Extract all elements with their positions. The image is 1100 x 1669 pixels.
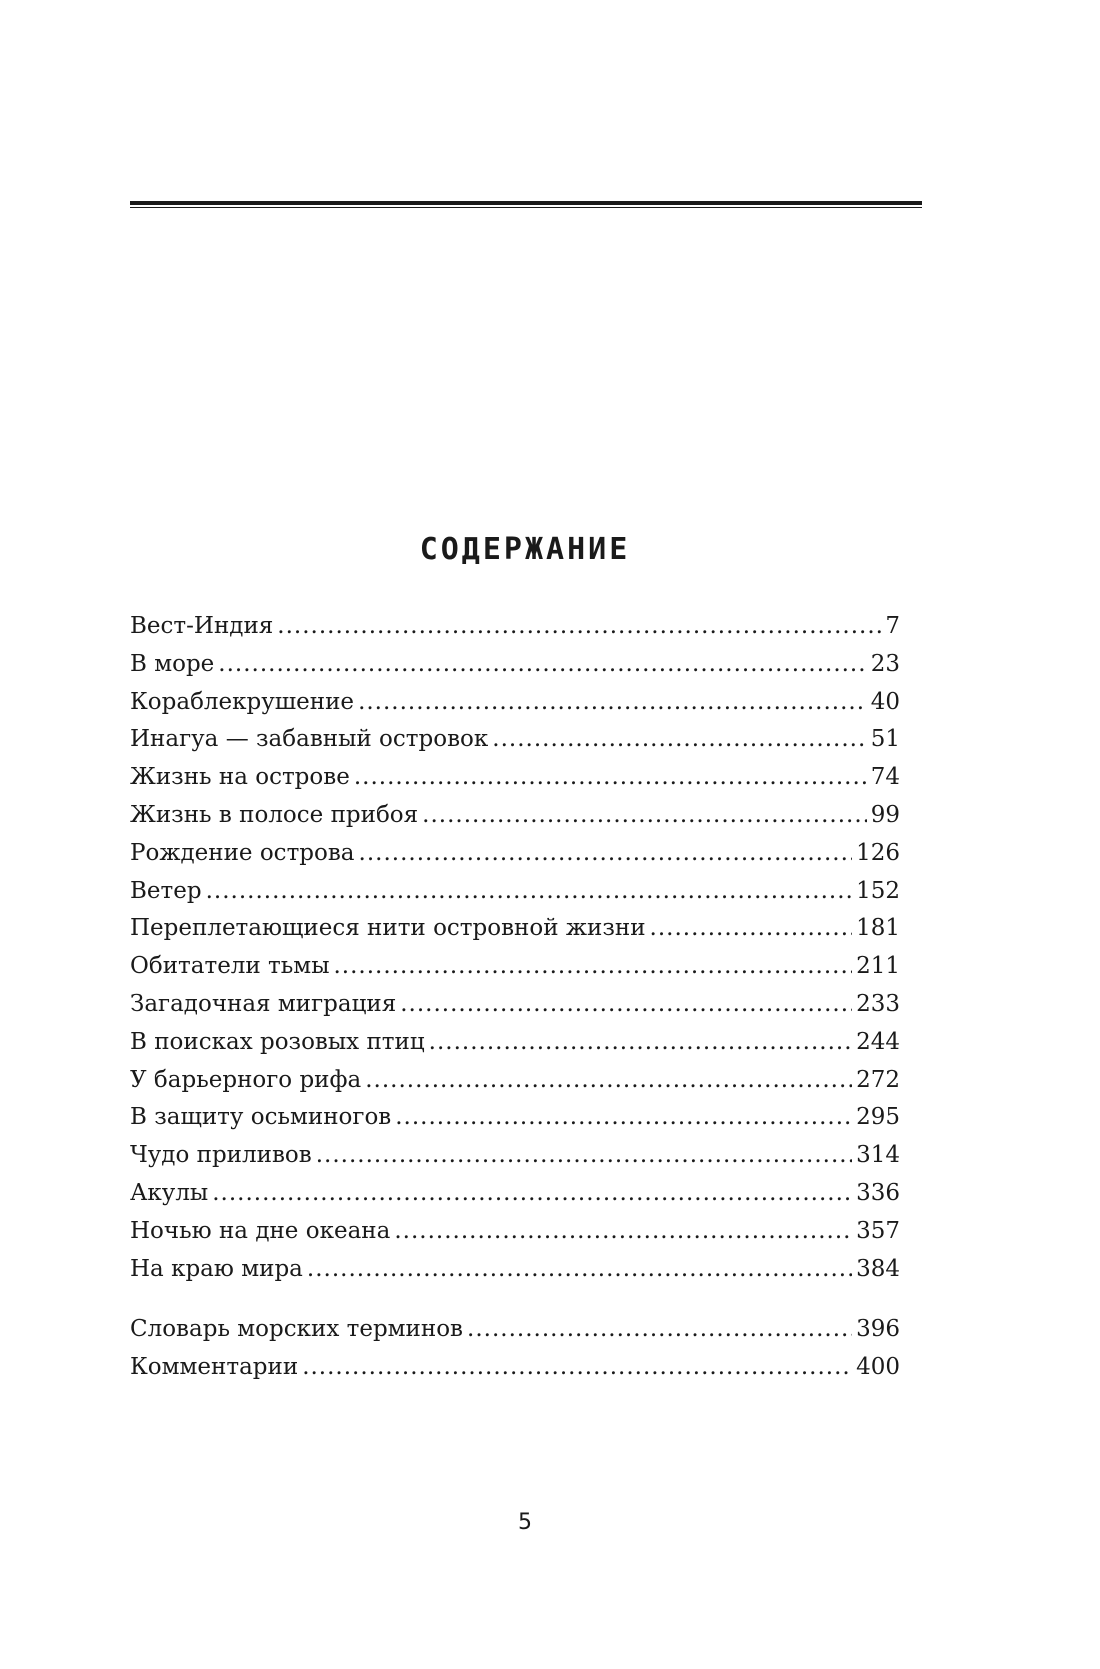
toc-entry[interactable] [130,915,900,953]
header-rule-thick [130,201,922,205]
toc-entry[interactable] [130,651,900,689]
toc-entry[interactable] [130,953,900,991]
toc-entry-page: 181 [856,915,900,942]
toc-entry-page: 233 [856,990,900,1017]
leader-dots [359,840,853,866]
toc-entry[interactable] [130,840,900,878]
toc-entry[interactable] [130,1029,900,1067]
toc-entry-page: 126 [856,839,900,866]
leader-dots [218,651,866,677]
toc-entry-page: 396 [856,1316,900,1342]
toc-entry-title: Словарь морских терминов [130,1316,464,1342]
toc-entry-title: Кораблекрушение [130,688,355,715]
toc-entry-page: 336 [856,1179,900,1206]
toc-entry-page: 152 [856,877,900,904]
toc-entry-page: 244 [856,1028,900,1055]
toc-entry[interactable] [130,1256,900,1294]
toc-entry[interactable] [130,613,900,651]
leader-dots [354,764,867,790]
toc-entry-title: Комментарии [130,1353,299,1380]
leader-dots [277,613,881,639]
toc-entry[interactable] [130,1142,900,1180]
leader-dots [394,1218,852,1244]
toc-entry[interactable] [130,1104,900,1142]
leader-dots [206,878,853,904]
toc-entry[interactable] [130,991,900,1029]
toc-entry-title: Загадочная миграция [130,990,397,1017]
leader-dots [422,802,867,828]
leader-dots [334,953,853,979]
toc-entry-page: 357 [856,1217,900,1244]
toc-entry[interactable] [130,1218,900,1256]
toc-entry-title: Вест-Индия [130,613,274,639]
toc-entry-title: Рождение острова [130,839,355,866]
leader-dots [358,689,867,715]
toc-entry-title: Инагуа — забавный островок [130,726,489,753]
toc-entry-title: Чудо приливов [130,1142,312,1169]
leader-dots [302,1354,852,1380]
toc-entry-page: 74 [870,764,900,791]
toc-entry-page: 314 [856,1142,900,1169]
leader-dots [365,1067,852,1093]
toc-entry-page: 99 [870,801,900,828]
leader-dots [429,1029,852,1055]
toc-chapters-list [130,613,900,1293]
toc-entry-title: У барьерного рифа [130,1066,362,1093]
leader-dots [492,726,866,752]
leader-dots [650,915,853,941]
leader-dots [400,991,852,1017]
toc-entry-title: Обитатели тьмы [130,953,330,980]
toc-entry-page: 51 [870,726,900,753]
page-number: 5 [518,1510,532,1535]
toc-entry-page: 40 [870,688,900,715]
leader-dots [307,1256,852,1282]
toc-entry[interactable] [130,1067,900,1105]
toc-entry-title: Ночью на дне океана [130,1217,391,1244]
toc-entry-title: Ветер [130,877,202,904]
toc-entry-title: В море [130,650,215,677]
toc-entry[interactable] [130,802,900,840]
toc-entry-title: На краю мира [130,1255,303,1282]
leader-dots [395,1104,852,1130]
toc-entry[interactable] [130,764,900,802]
toc-entry[interactable] [130,878,900,916]
toc-entry-title: В поисках розовых птиц [130,1028,425,1055]
toc-entry-page: 7 [885,613,900,639]
header-rule-thin [130,207,922,208]
leader-dots [212,1180,852,1206]
toc-entry[interactable] [130,1180,900,1218]
toc-entry-title: В защиту осьминогов [130,1104,392,1131]
toc-entry-page: 384 [856,1255,900,1282]
toc-heading: СОДЕРЖАНИЕ [419,532,631,567]
leader-dots [467,1316,852,1342]
toc-entry-title: Акулы [130,1179,209,1206]
toc-appendix-entry[interactable] [130,1354,900,1392]
toc-entry-title: Жизнь в полосе прибоя [130,801,419,828]
toc-entry-title: Переплетающиеся нити островной жизни [130,915,646,942]
toc-entry-page: 272 [856,1066,900,1093]
toc-entry-page: 295 [856,1104,900,1131]
toc-entry-title: Жизнь на острове [130,764,350,791]
toc-entry-page: 400 [856,1353,900,1380]
toc-entry[interactable] [130,689,900,727]
toc-entry-page: 211 [856,953,900,980]
toc-appendix-list [130,1316,900,1392]
toc-appendix-entry[interactable] [130,1316,900,1354]
leader-dots [316,1142,852,1168]
toc-entry-page: 23 [870,650,900,677]
toc-entry[interactable] [130,726,900,764]
